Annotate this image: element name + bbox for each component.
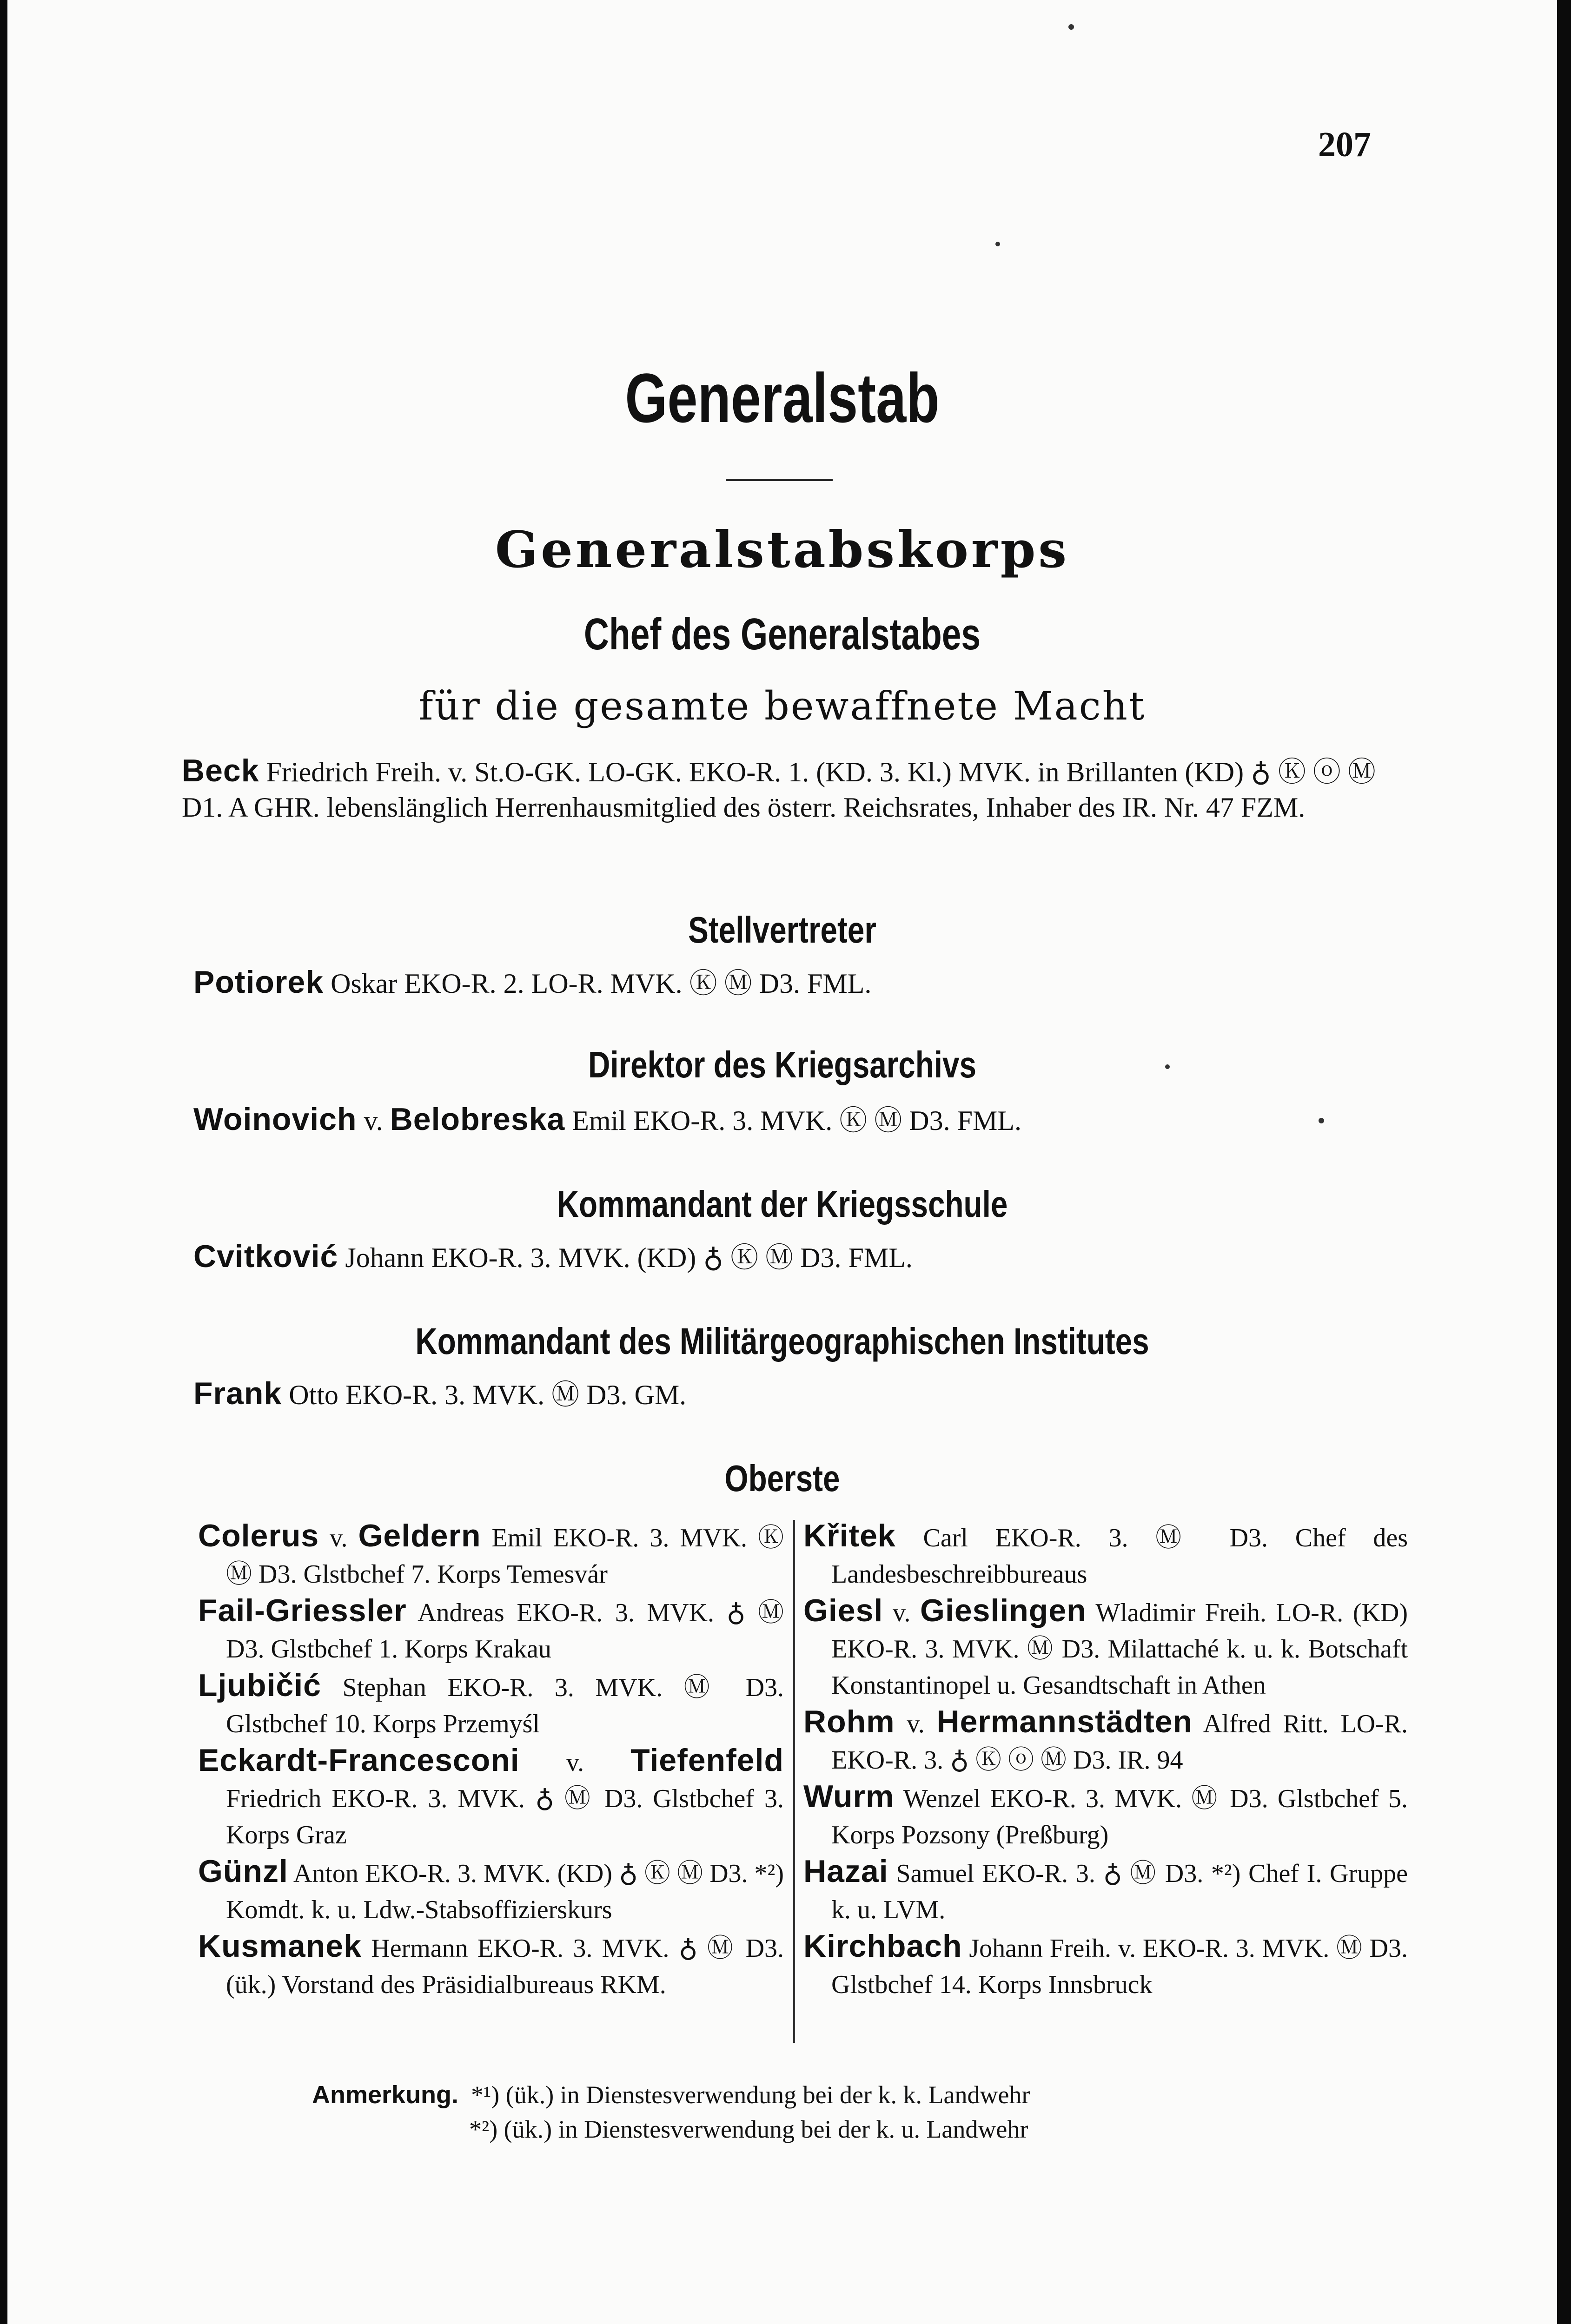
- entry-name-2: Gieslingen: [920, 1593, 1087, 1628]
- entry-text: Anton EKO-R. 3. MVK. (KD) ♁ Ⓚ Ⓜ D3. *²) Komdt. k. u. Ldw.-Stabsoffizierskurs: [226, 1859, 784, 1924]
- entry-name: Beck: [182, 753, 259, 788]
- subtitle: Generalstabskorps: [495, 521, 1070, 579]
- entry-name: Wurm: [803, 1779, 895, 1814]
- deputy-heading: Stellvertreter: [688, 909, 876, 951]
- entry-text: Emil EKO-R. 3. MVK. Ⓚ Ⓜ D3. FML.: [572, 1105, 1021, 1136]
- chief-subheading: für die gesamte bewaffnete Macht: [418, 683, 1146, 729]
- right-column: [803, 1518, 1408, 2003]
- list-item: [198, 1853, 784, 1928]
- entry-text: Emil EKO-R. 3. MVK. Ⓚ Ⓜ D3. Glstbchef 7. Korps Temesvár: [226, 1524, 784, 1589]
- entry-name: Frank: [193, 1376, 282, 1411]
- entry-text: Wladimir Freih. LO-R. (KD) EKO-R. 3. MVK. Ⓜ D3. Milattaché k. u. k. Botschaft Konstantinopel u. Gesandtschaft in Athen: [831, 1598, 1408, 1700]
- list-item: [198, 1592, 784, 1667]
- entry-text: Johann Freih. v. EKO-R. 3. MVK. Ⓜ D3. Glstbchef 14. Korps Innsbruck: [831, 1934, 1408, 1999]
- entry-text: Friedrich Freih. v. St.O-GK. LO-GK. EKO-R. 1. (KD. 3. Kl.) MVK. in Brillanten (KD) ♁ Ⓚ ⓞ Ⓜ D1. A GHR. lebenslänglich Herrenhausmitglied des österr. Reichsrates, Inhaber des IR. Nr. 47 FZM.: [182, 757, 1376, 823]
- footnote-label: Anmerkung.: [312, 2081, 459, 2109]
- entry-mid: v.: [566, 1748, 584, 1777]
- school-heading: Kommandant der Kriegsschule: [557, 1183, 1008, 1225]
- list-item: [803, 1703, 1408, 1778]
- archive-entry: [193, 1102, 1421, 1138]
- footnote-text-2: *²) (ük.) in Dienstesverwendung bei der k. u. Landwehr: [469, 2115, 1028, 2143]
- dust-speck: [1319, 1118, 1324, 1123]
- entry-name: Kusmanek: [198, 1928, 362, 1964]
- list-item: [803, 1778, 1408, 1853]
- entry-name-2: Tiefenfeld: [630, 1743, 784, 1778]
- entry-name: Hazai: [803, 1854, 888, 1889]
- archive-heading: Direktor des Kriegsarchivs: [588, 1044, 976, 1085]
- column-divider: [793, 1520, 795, 2043]
- dust-speck: [1068, 24, 1074, 30]
- entry-name: Cvitković: [193, 1239, 338, 1274]
- document-page: [7, 0, 1557, 2324]
- list-item: [803, 1853, 1408, 1928]
- list-item: [803, 1518, 1408, 1592]
- list-item: [198, 1518, 784, 1592]
- entry-text: Wenzel EKO-R. 3. MVK. Ⓜ D3. Glstbchef 5. Korps Pozsony (Preßburg): [831, 1784, 1408, 1849]
- footnote-1: [312, 2078, 1030, 2112]
- list-item: [198, 1742, 784, 1853]
- entry-text: Alfred Ritt. LO-R. EKO-R. 3. ♁ Ⓚ ⓞ Ⓜ D3. IR. 94: [831, 1710, 1408, 1775]
- page-number: 207: [1318, 125, 1371, 164]
- entry-name-2: Geldern: [358, 1518, 481, 1553]
- entry-text: Johann EKO-R. 3. MVK. (KD) ♁ Ⓚ Ⓜ D3. FML.: [345, 1242, 913, 1273]
- entry-name-2: Hermannstädten: [936, 1704, 1193, 1739]
- chief-entry: [182, 753, 1409, 825]
- entry-name: Günzl: [198, 1854, 288, 1889]
- dust-speck: [1165, 1064, 1170, 1069]
- list-item: [198, 1667, 784, 1742]
- list-item: [803, 1928, 1408, 2003]
- geo-entry: [193, 1376, 1421, 1413]
- entry-text: Otto EKO-R. 3. MVK. Ⓜ D3. GM.: [289, 1380, 687, 1410]
- title-rule: [726, 479, 833, 481]
- entry-name-2: Belobreska: [390, 1102, 565, 1137]
- footnotes: [312, 2078, 1030, 2146]
- school-entry: [193, 1239, 1421, 1275]
- entry-text: Carl EKO-R. 3. Ⓜ D3. Chef des Landesbeschreibbureaus: [831, 1524, 1408, 1589]
- entry-text: Friedrich EKO-R. 3. MVK. ♁ Ⓜ D3. Glstbchef 3. Korps Graz: [226, 1784, 784, 1849]
- entry-mid: v.: [907, 1710, 925, 1738]
- entry-mid: v.: [330, 1524, 348, 1552]
- list-item: [803, 1592, 1408, 1703]
- entry-text: Andreas EKO-R. 3. MVK. ♁ Ⓜ D3. Glstbchef 1. Korps Krakau: [226, 1598, 784, 1664]
- entry-name: Rohm: [803, 1704, 895, 1739]
- footnote-text-1: *¹) (ük.) in Dienstesverwendung bei der k. k. Landwehr: [471, 2081, 1030, 2109]
- entry-name: Fail-Griessler: [198, 1593, 407, 1628]
- list-item: [198, 1928, 784, 2003]
- entry-name: Woinovich: [193, 1102, 357, 1137]
- entry-name: Giesl: [803, 1593, 883, 1628]
- entry-name: Eckardt-Francesconi: [198, 1743, 520, 1778]
- left-column: [198, 1518, 784, 2003]
- entry-name: Ljubičić: [198, 1668, 321, 1703]
- entry-text: Hermann EKO-R. 3. MVK. ♁ Ⓜ D3. (ük.) Vorstand des Präsidialbureaus RKM.: [226, 1934, 784, 1999]
- entry-mid: v.: [364, 1105, 383, 1136]
- entry-text: Samuel EKO-R. 3. ♁ Ⓜ D3. *²) Chef I. Gruppe k. u. LVM.: [831, 1859, 1408, 1924]
- colonels-heading: Oberste: [724, 1458, 840, 1499]
- entry-name: Potiorek: [193, 964, 324, 1000]
- chief-heading: Chef des Generalstabes: [583, 609, 981, 659]
- entry-name: Křitek: [803, 1518, 896, 1553]
- page-title: Generalstab: [625, 359, 940, 437]
- entry-text: Oskar EKO-R. 2. LO-R. MVK. Ⓚ Ⓜ D3. FML.: [331, 968, 872, 999]
- entry-name: Kirchbach: [803, 1928, 962, 1964]
- entry-text: Stephan EKO-R. 3. MVK. Ⓜ D3. Glstbchef 10. Korps Przemyśl: [226, 1673, 784, 1738]
- entry-name: Colerus: [198, 1518, 319, 1553]
- dust-speck: [995, 242, 1000, 246]
- geo-heading: Kommandant des Militärgeographischen Institutes: [415, 1320, 1149, 1362]
- deputy-entry: [193, 964, 1421, 1001]
- entry-mid: v.: [893, 1598, 911, 1627]
- footnote-2: [312, 2112, 1030, 2146]
